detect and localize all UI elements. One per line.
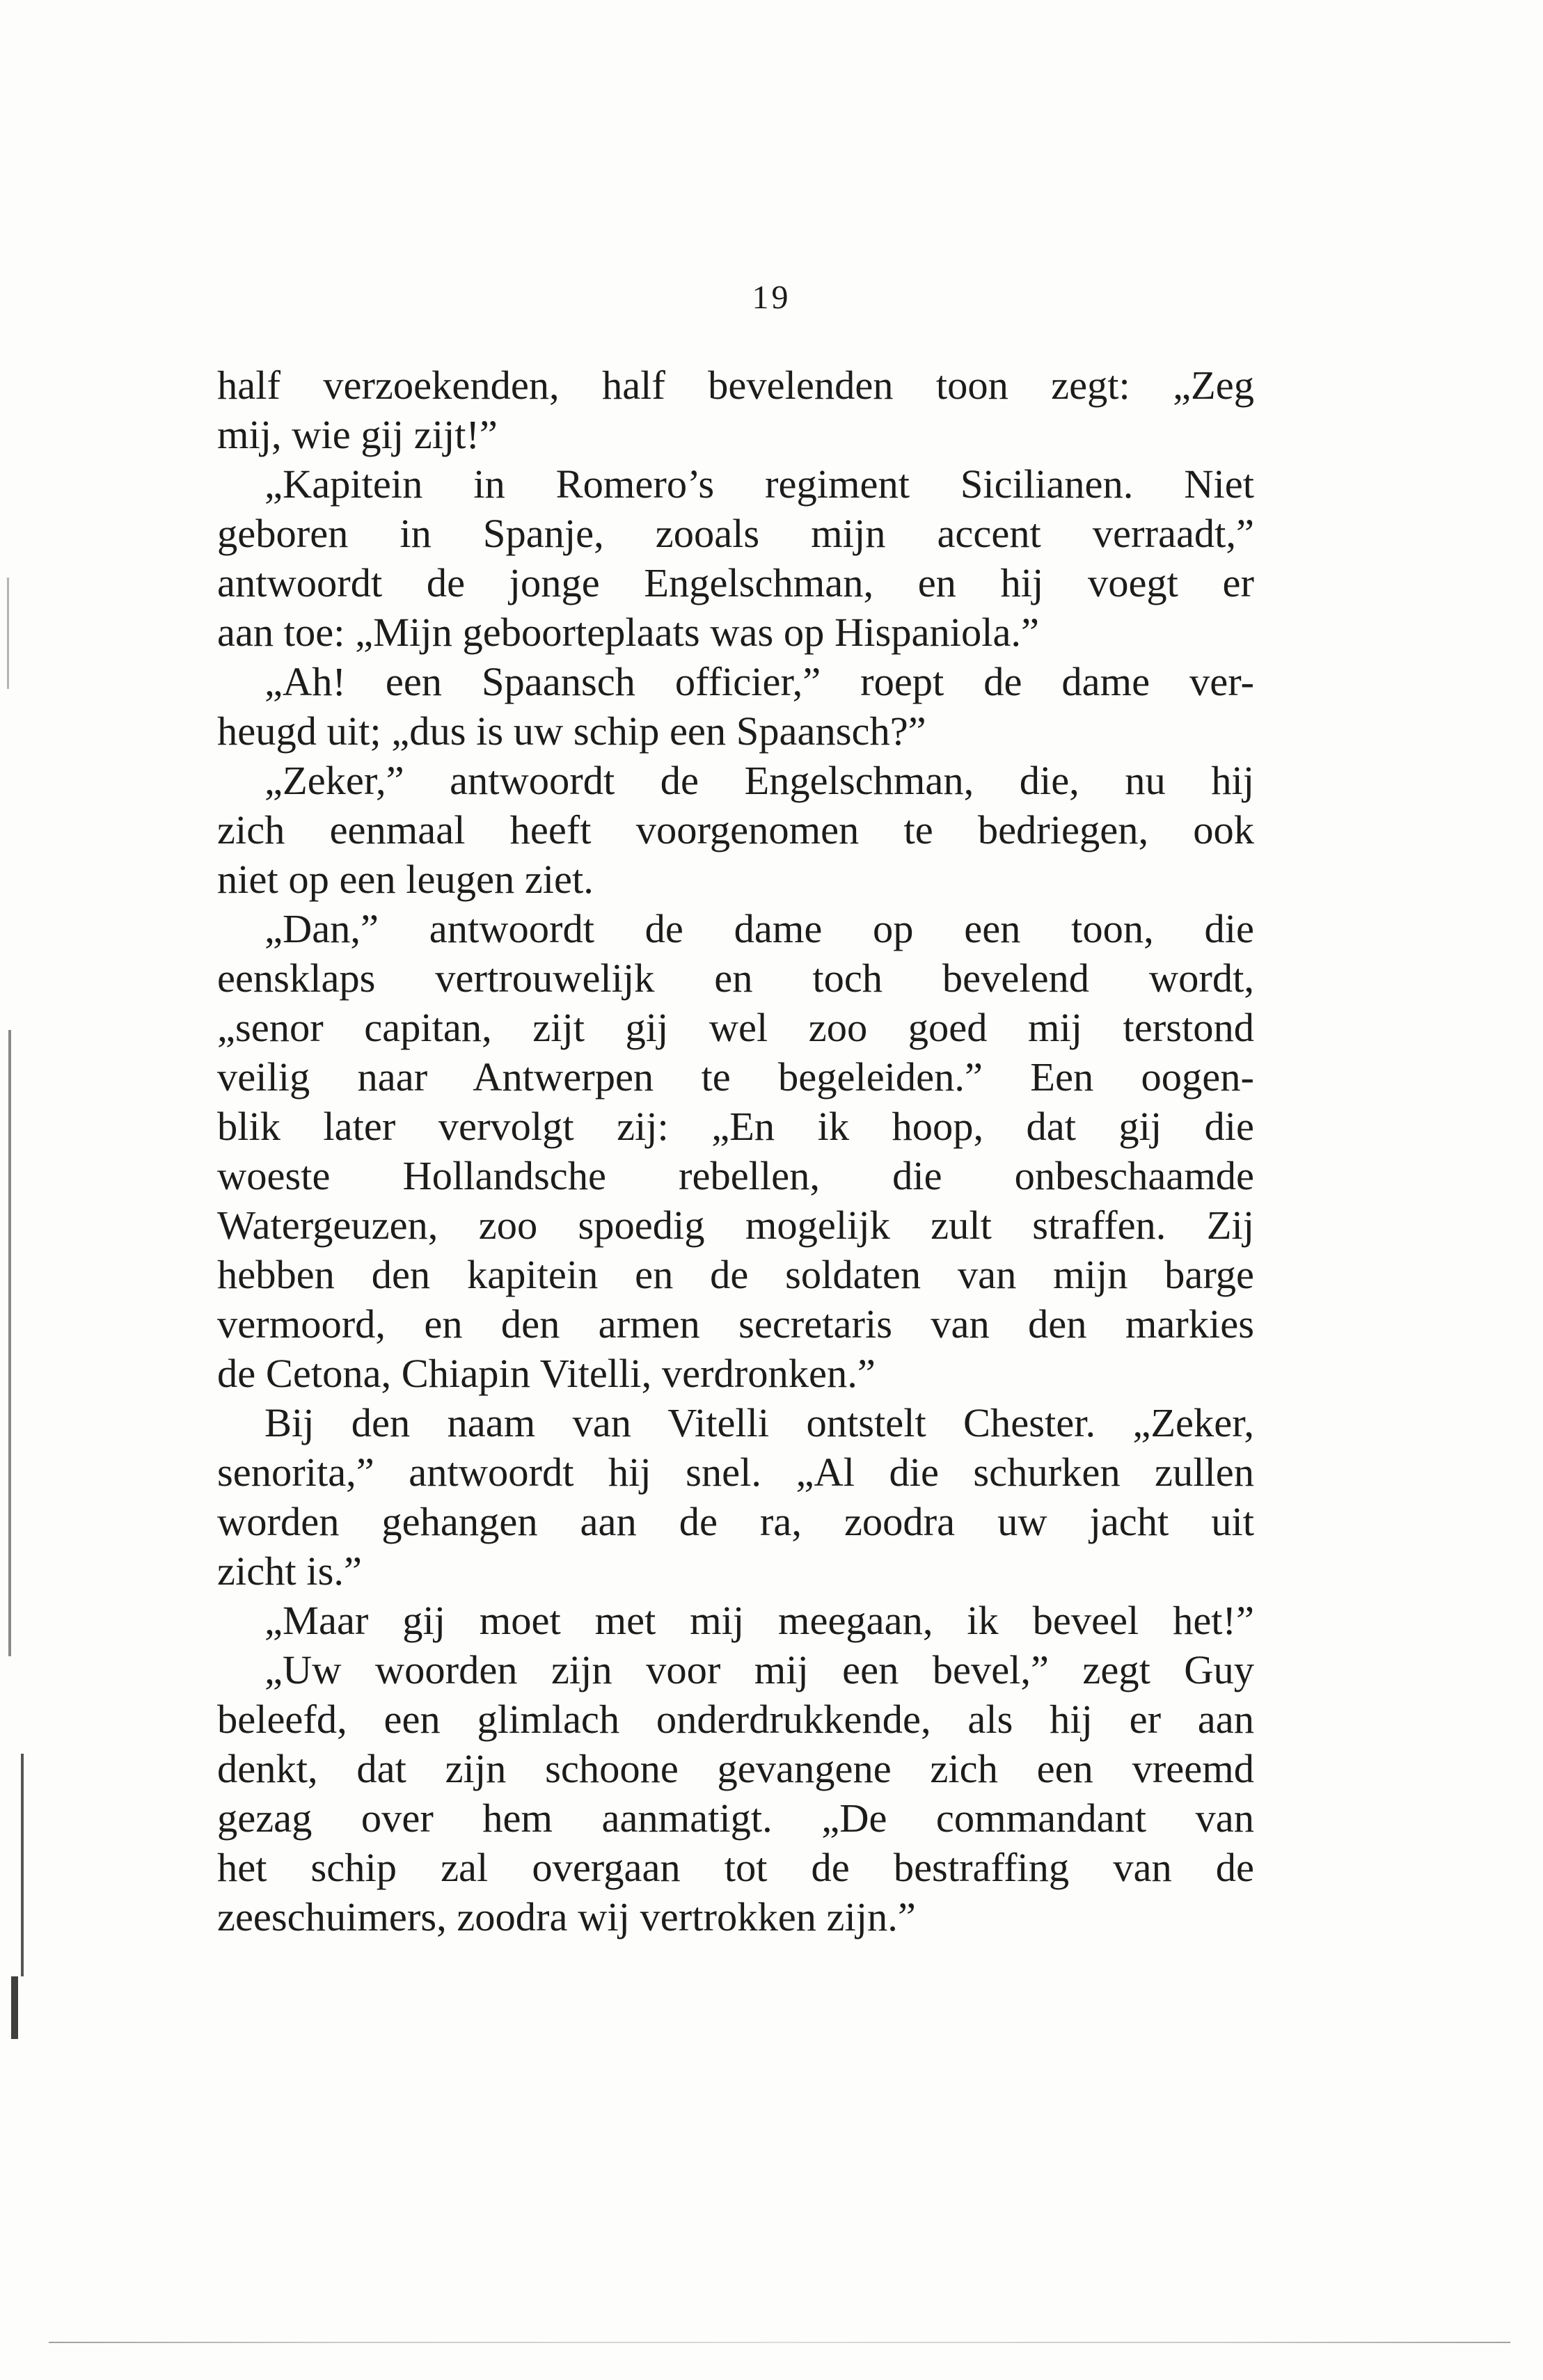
page-number: 19 — [752, 279, 791, 316]
text-line: antwoordt de jonge Engelschman, en hij voegt er — [217, 560, 1254, 605]
text-line: half verzoekenden, half bevelenden toon zegt: „Zeg — [217, 363, 1254, 408]
scan-edge-mark — [8, 1030, 11, 1656]
text-line: veilig naar Antwerpen te begeleiden.” Een oogen- — [217, 1054, 1254, 1100]
text-line: denkt, dat zijn schoone gevangene zich een vreemd — [217, 1746, 1254, 1791]
scan-edge-mark — [21, 1754, 24, 1976]
text-line: beleefd, een glimlach onderdrukkende, als hij er aan — [217, 1697, 1254, 1742]
text-line: senorita,” antwoordt hij snel. „Al die schurken zullen — [217, 1450, 1254, 1495]
text-line: blik later vervolgt zij: „En ik hoop, dat gij die — [217, 1104, 1254, 1149]
text-line: woeste Hollandsche rebellen, die onbeschaamde — [217, 1153, 1254, 1198]
scan-edge-mark — [11, 1976, 18, 2039]
text-line: zich eenmaal heeft voorgenomen te bedriegen, ook — [217, 807, 1254, 852]
text-line: „senor capitan, zijt gij wel zoo goed mij terstond — [217, 1005, 1254, 1050]
text-line: gezag over hem aanmatigt. „De commandant van — [217, 1795, 1254, 1841]
text-line: „Zeker,” antwoordt de Engelschman, die, nu hij — [264, 758, 1254, 803]
text-line: „Dan,” antwoordt de dame op een toon, die — [264, 906, 1254, 951]
text-line: worden gehangen aan de ra, zoodra uw jacht uit — [217, 1499, 1254, 1544]
text-line: mij, wie gij zijt!” — [217, 412, 498, 457]
text-line: „Ah! een Spaansch officier,” roept de dame ver- — [264, 659, 1254, 704]
text-line: geboren in Spanje, zooals mijn accent verraadt,” — [217, 511, 1254, 556]
body-text — [217, 360, 1254, 1942]
text-line: de Cetona, Chiapin Vitelli, verdronken.” — [217, 1351, 876, 1396]
text-line: vermoord, en den armen secretaris van den markies — [217, 1301, 1254, 1347]
scan-edge-mark — [7, 578, 9, 689]
text-line: Watergeuzen, zoo spoedig mogelijk zult straffen. Zij — [217, 1203, 1254, 1248]
text-line: hebben den kapitein en de soldaten van mijn barge — [217, 1252, 1254, 1297]
text-line: „Maar gij moet met mij meegaan, ik beveel het!” — [264, 1598, 1254, 1643]
text-line: eensklaps vertrouwelijk en toch bevelend wordt, — [217, 955, 1254, 1001]
text-line: niet op een leugen ziet. — [217, 857, 594, 902]
text-line: Bij den naam van Vitelli ontstelt Chester. „Zeker, — [264, 1400, 1254, 1445]
scan-bottom-edge — [49, 2342, 1510, 2343]
text-line: „Uw woorden zijn voor mij een bevel,” zegt Guy — [264, 1647, 1254, 1692]
text-line: heugd uit; „dus is uw schip een Spaansch?” — [217, 708, 926, 754]
text-line: zeeschuimers, zoodra wij vertrokken zijn.” — [217, 1894, 916, 1939]
text-line: „Kapitein in Romero’s regiment Sicilianen. Niet — [264, 461, 1254, 507]
text-line: het schip zal overgaan tot de bestraffing van de — [217, 1845, 1254, 1890]
text-line: zicht is.” — [217, 1548, 362, 1594]
text-line: aan toe: „Mijn geboorteplaats was op Hispaniola.” — [217, 610, 1040, 655]
